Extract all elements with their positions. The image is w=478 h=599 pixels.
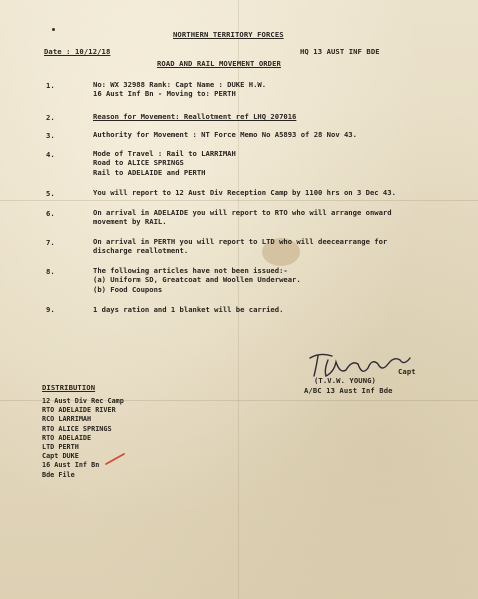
item-body bbox=[93, 266, 301, 294]
item-body bbox=[93, 112, 296, 121]
item-number: 7. bbox=[46, 238, 55, 247]
item-line: Reason for Movement: Reallotment ref LHQ 207016 bbox=[93, 112, 297, 121]
list-item: Bde File bbox=[42, 470, 75, 479]
item-body bbox=[93, 149, 236, 177]
distribution-list bbox=[42, 397, 124, 480]
list-item: 16 Aust Inf Bn bbox=[42, 461, 100, 470]
item-body bbox=[93, 80, 266, 99]
item-line: Rail to ADELAIDE and PERTH bbox=[93, 167, 206, 177]
item-number: 3. bbox=[46, 131, 55, 140]
item-line: 16 Aust Inf Bn - Moving to: PERTH bbox=[93, 89, 236, 99]
signatory-title: A/BC 13 Aust Inf Bde bbox=[304, 386, 393, 395]
item-line: You will report to 12 Aust Div Reception Camp by 1100 hrs on 3 Dec 43. bbox=[93, 188, 396, 197]
item-number: 9. bbox=[46, 305, 55, 314]
item-line: discharge reallotment. bbox=[93, 246, 189, 256]
item-line: No: WX 32988 Rank: Capt Name : DUKE H.W. bbox=[93, 80, 267, 89]
item-line: movement by RAIL. bbox=[93, 217, 167, 227]
item-body bbox=[93, 305, 283, 314]
list-item: 12 Aust Div Rec Camp bbox=[42, 397, 124, 405]
list-item: Capt DUKE bbox=[42, 452, 79, 461]
item-line: (a) Uniform SD, Greatcoat and Woollen Underwear. bbox=[93, 275, 301, 285]
item-line: Mode of Travel : Rail to LARRIMAH bbox=[93, 149, 236, 158]
list-item: RCO LARRIMAH bbox=[42, 415, 92, 424]
punch-dot bbox=[52, 28, 55, 31]
item-number: 1. bbox=[46, 81, 55, 90]
list-item: RTO ALICE SPRINGS bbox=[42, 424, 112, 433]
item-number: 2. bbox=[46, 113, 55, 122]
item-line: On arrival in ADELAIDE you will report to RTO who will arrange onward bbox=[93, 208, 392, 217]
date-line: Date : 10/12/18 bbox=[44, 47, 111, 56]
item-body bbox=[93, 237, 387, 256]
item-number: 6. bbox=[46, 209, 55, 218]
item-number: 8. bbox=[46, 267, 55, 276]
item-number: 4. bbox=[46, 150, 55, 159]
fold-line bbox=[0, 200, 478, 201]
item-body bbox=[93, 188, 396, 197]
item-line: Authority for Movement : NT Force Memo No A5893 of 28 Nov 43. bbox=[93, 130, 357, 139]
item-body bbox=[93, 130, 357, 139]
list-item: LTD PERTH bbox=[42, 443, 79, 452]
item-line: (b) Food Coupons bbox=[93, 284, 163, 294]
item-line: The following articles have not been issued:- bbox=[93, 266, 288, 275]
item-body bbox=[93, 208, 392, 227]
signatory-name: (T.V.W. YOUNG) bbox=[314, 376, 376, 385]
list-item: RTO ADELAIDE bbox=[42, 433, 92, 442]
distribution-heading: DISTRIBUTION bbox=[42, 383, 96, 392]
red-tick-icon bbox=[104, 452, 126, 466]
list-item: RTO ADELAIDE RIVER bbox=[42, 406, 116, 415]
item-line: Road to ALICE SPRINGS bbox=[93, 158, 184, 168]
document-title: NORTHERN TERRITORY FORCES bbox=[173, 30, 284, 39]
unit-line: HQ 13 AUST INF BDE bbox=[300, 47, 380, 56]
document-subtitle: ROAD AND RAIL MOVEMENT ORDER bbox=[157, 59, 281, 68]
signature-rank: Capt bbox=[398, 367, 416, 376]
item-number: 5. bbox=[46, 189, 55, 198]
item-line: 1 days ration and 1 blanket will be carried. bbox=[93, 305, 284, 314]
item-line: On arrival in PERTH you will report to LTD who will deecearrange for bbox=[93, 237, 388, 246]
